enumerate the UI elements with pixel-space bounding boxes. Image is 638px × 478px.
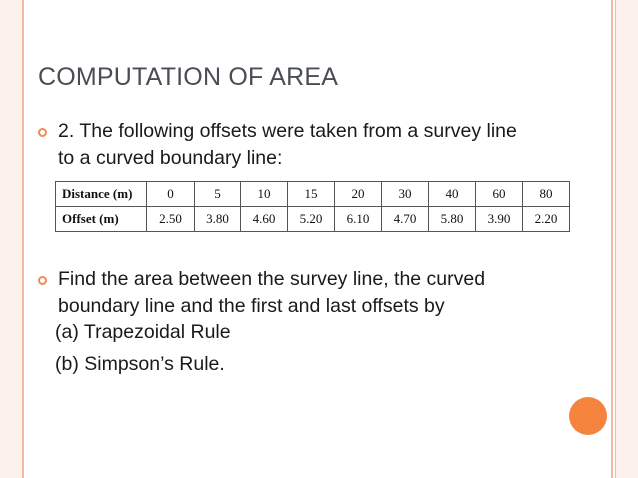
table-cell: 60	[476, 182, 523, 207]
bullet-text: Find the area between the survey line, the curved boundary line and the first and last offsets by	[58, 268, 486, 317]
offsets-table	[55, 181, 570, 232]
orange-circle-decor	[569, 397, 607, 435]
bullet-find-area	[38, 266, 538, 320]
table-cell: 3.90	[476, 207, 523, 232]
table-cell: 6.10	[335, 207, 382, 232]
table-cell: 2.50	[147, 207, 195, 232]
bullet-ring-icon	[38, 276, 47, 285]
sub-item-trapezoidal: (a) Trapezoidal Rule	[55, 321, 231, 343]
table-cell: 40	[429, 182, 476, 207]
table-cell: 2.20	[523, 207, 570, 232]
table-cell: 5	[195, 182, 241, 207]
table-cell: 30	[382, 182, 429, 207]
bullet-text: 2. The following offsets were taken from a survey line to a curved boundary line:	[58, 120, 517, 169]
table-row-distance	[56, 182, 570, 207]
table-cell: 80	[523, 182, 570, 207]
right-decor-strip	[615, 0, 638, 478]
table-cell: 0	[147, 182, 195, 207]
table-cell: 4.70	[382, 207, 429, 232]
table-cell: 10	[241, 182, 288, 207]
row-header-distance: Distance (m)	[56, 182, 147, 207]
table-cell: 3.80	[195, 207, 241, 232]
table-cell: 5.20	[288, 207, 335, 232]
slide-title: COMPUTATION OF AREA	[38, 63, 339, 91]
table-row-offset	[56, 207, 570, 232]
bullet-ring-icon	[38, 128, 47, 137]
bullet-offsets-intro	[38, 118, 538, 172]
table-cell: 4.60	[241, 207, 288, 232]
table-cell: 20	[335, 182, 382, 207]
table-cell: 15	[288, 182, 335, 207]
sub-item-simpson: (b) Simpson’s Rule.	[55, 353, 225, 375]
row-header-offset: Offset (m)	[56, 207, 147, 232]
left-decor-strip	[0, 0, 24, 478]
table-cell: 5.80	[429, 207, 476, 232]
right-decor-line	[611, 0, 613, 478]
